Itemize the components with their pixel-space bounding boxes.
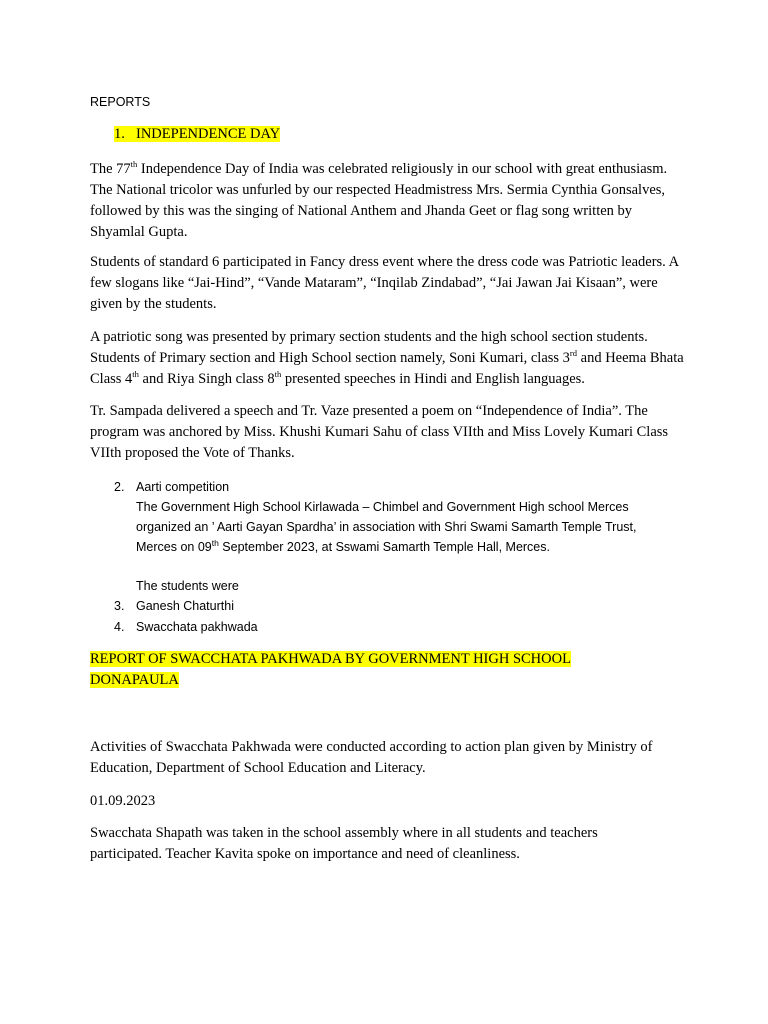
text-run: The 77 [90,161,131,177]
swacchata-paragraph-2: Swacchata Shapath was taken in the school assembly where in all students and teachers participated. Teacher Kavita spoke on importance and need of cleanliness. [90,825,598,862]
highlighted-heading-line-1: REPORT OF SWACCHATA PAKHWADA BY GOVERNMENT HIGH SCHOOL [90,651,571,667]
list-number: 4. [114,620,125,634]
list-item-title: Aarti competition [136,480,230,494]
list-number: 1. [114,126,125,142]
section-independence-day-heading [114,124,714,145]
superscript: th [274,369,282,380]
reports-heading: REPORTS [90,95,151,109]
heading-text: INDEPENDENCE DAY [136,126,281,142]
list-item-title: Ganesh Chaturthi [136,599,234,613]
highlighted-heading-line-2: DONAPAULA [90,672,179,688]
list-number: 2. [114,480,125,494]
list-item-swacchata [114,617,674,637]
superscript: rd [569,348,578,359]
independence-paragraph-3 [90,327,696,390]
aarti-students-line: The students were [136,579,239,593]
list-number: 3. [114,599,125,613]
text-run: and Heema Bhata Class 4 [90,350,684,387]
list-item-ganesh [114,596,674,616]
superscript: th [132,369,139,380]
independence-paragraph-1 [90,159,690,243]
independence-paragraph-2: Students of standard 6 participated in Fancy dress event where the dress code was Patriotic leaders. A few slogans like “Jai-Hind”, “Vande Mataram”, “Inqilab Zindabad”, “Jai Jawan Jai Kisaan”, were given by the students. [90,254,679,312]
superscript: th [211,537,219,548]
text-run: The Government High School Kirlawada – Chimbel and Government High school Merces organized an ’ Aarti Gayan Spardha’ in association with Shri Swami Samarth Temple Trust, Merces on 09 [136,500,637,554]
aarti-description [136,497,646,557]
text-run: Independence Day of India was celebrated religiously in our school with great enthusiasm. The National tricolor was unfurled by our respected Headmistress Mrs. Sermia Cynthia Gonsalves, followed by this was the singing of National Anthem and Jhanda Geet or flag song written by Shyamlal Gupta. [90,161,668,240]
section-swacchata-heading [90,649,690,691]
independence-paragraph-4: Tr. Sampada delivered a speech and Tr. Vaze presented a poem on “Independence of India”. The program was anchored by Miss. Khushi Kumari Sahu of class VIIth and Miss Lovely Kumari Class VIIth proposed the Vote of Thanks. [90,403,669,461]
text-run: presented speeches in Hindi and English languages. [281,371,585,387]
text-run: A patriotic song was presented by primary section students and the high school section students. Students of Primary section and High School section namely, Soni Kumari, class 3 [90,329,648,366]
swacchata-paragraph-1: Activities of Swacchata Pakhwada were conducted according to action plan given by Ministry of Education, Department of School Education and Literacy. [90,739,653,776]
superscript: th [130,159,138,170]
swacchata-date: 01.09.2023 [90,793,156,809]
text-run: and Riya Singh class 8 [138,371,275,387]
list-item-title: Swacchata pakhwada [136,620,258,634]
list-item-aarti [114,477,674,497]
highlighted-heading [114,126,280,142]
text-run: September 2023, at Sswami Samarth Temple Hall, Merces. [218,540,550,554]
